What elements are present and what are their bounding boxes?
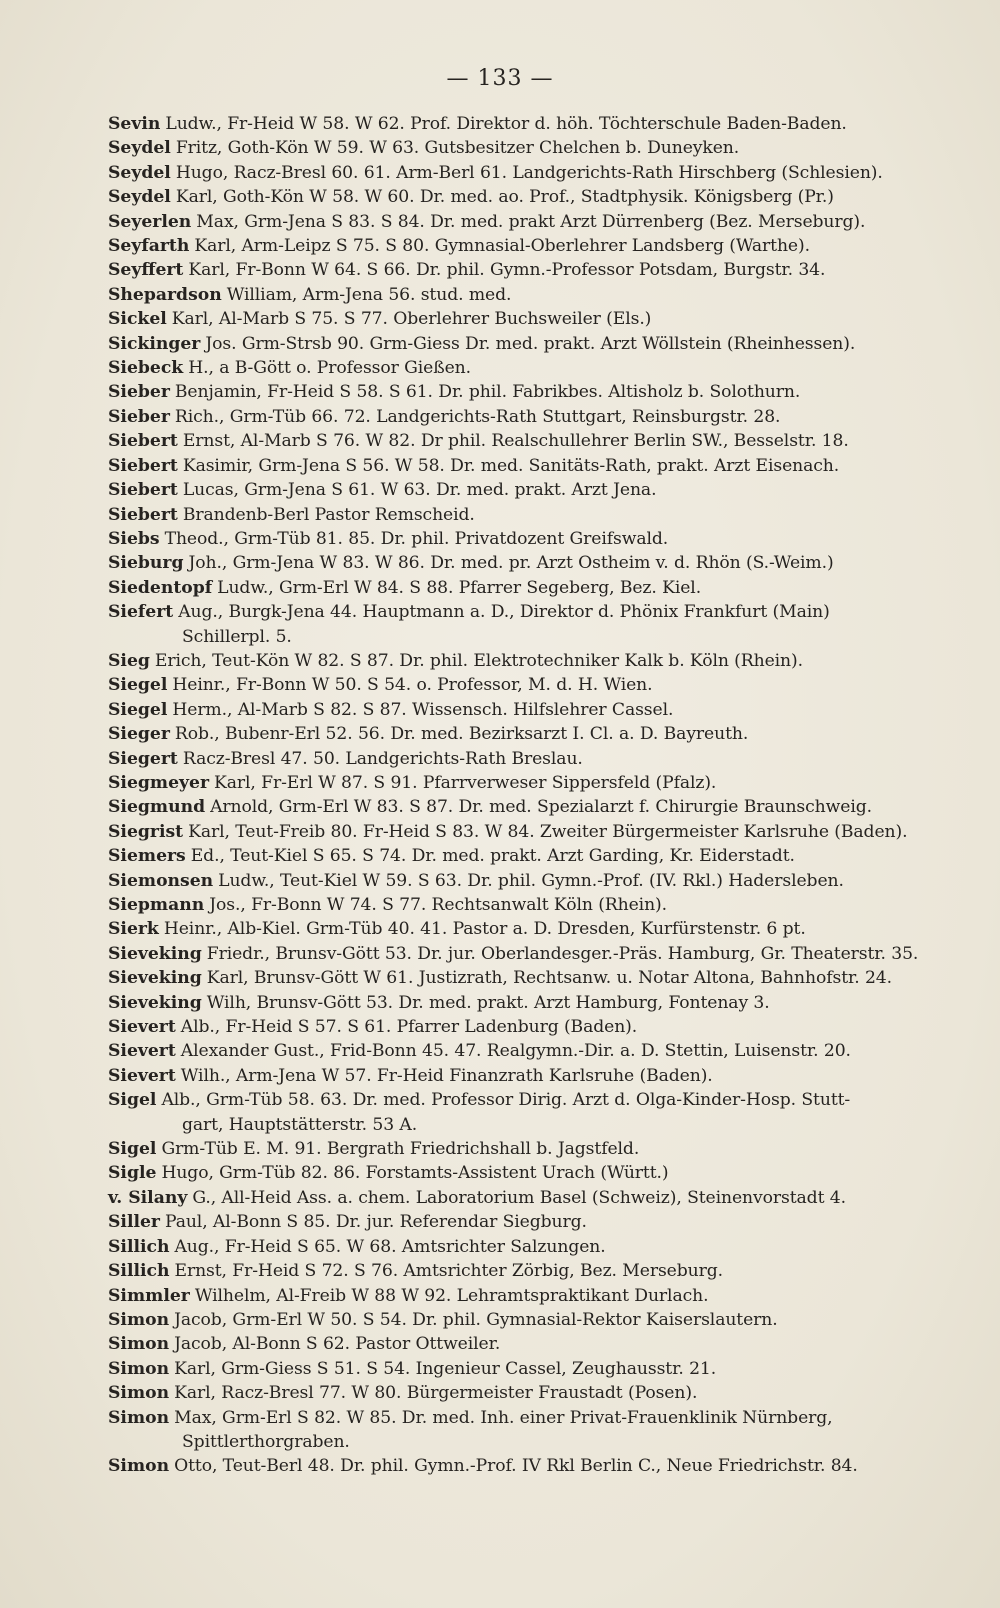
register-entry xyxy=(108,820,950,844)
register-entry xyxy=(108,1064,950,1088)
register-entry xyxy=(108,722,950,746)
entry-surname: Simmler xyxy=(108,1285,190,1306)
entry-text: Racz-Bresl 47. 50. Landgerichts-Rath Breslau. xyxy=(182,748,583,769)
entry-surname: Simon xyxy=(108,1383,170,1404)
entry-text: William, Arm-Jena 56. stud. med. xyxy=(226,284,512,305)
register-entry xyxy=(108,893,950,917)
register-entry xyxy=(108,1284,950,1308)
entry-surname: Siebert xyxy=(108,504,178,525)
entry-surname: Sieveking xyxy=(108,968,202,989)
page-number: — 133 — xyxy=(446,66,554,91)
entry-text: Benjamin, Fr-Heid S 58. S 61. Dr. phil. Fabrikbes. Altisholz b. Solothurn. xyxy=(174,382,801,403)
entry-text: Alb., Fr-Heid S 57. S 61. Pfarrer Ladenburg (Baden). xyxy=(180,1017,638,1038)
entry-surname: Siebert xyxy=(108,455,178,476)
register-entry-continuation xyxy=(108,625,950,649)
entry-text: Wilh, Brunsv-Gött 53. Dr. med. prakt. Arzt Hamburg, Fontenay 3. xyxy=(206,992,770,1013)
register-entry xyxy=(108,1137,950,1161)
register-entry xyxy=(108,112,950,136)
register-entry xyxy=(108,1235,950,1259)
entry-text: Jos., Fr-Bonn W 74. S 77. Rechtsanwalt Köln (Rhein). xyxy=(209,895,668,915)
register-entry xyxy=(108,1381,950,1405)
register-entry xyxy=(108,917,950,941)
entry-text: Karl, Al-Marb S 75. S 77. Oberlehrer Buchsweiler (Els.) xyxy=(171,309,652,330)
entry-text: Karl, Grm-Giess S 51. S 54. Ingenieur Cassel, Zeughausstr. 21. xyxy=(174,1358,717,1379)
register-entry xyxy=(108,454,950,478)
register-entry xyxy=(108,991,950,1015)
entry-text: Ed., Teut-Kiel S 65. S 74. Dr. med. prakt. Arzt Garding, Kr. Eiderstadt. xyxy=(190,846,795,867)
entry-surname: Seyffert xyxy=(108,260,184,281)
entry-text: Aug., Burgk-Jena 44. Hauptmann a. D., Direktor d. Phönix Frankfurt (Main) xyxy=(178,602,830,623)
entry-text: Jos. Grm-Strsb 90. Grm-Giess Dr. med. prakt. Arzt Wöllstein (Rheinhessen). xyxy=(205,333,856,354)
entry-surname: Simon xyxy=(108,1309,170,1330)
entry-text: Karl, Brunsv-Gött W 61. Justizrath, Rechtsanw. u. Notar Altona, Bahnhofstr. 24. xyxy=(206,968,892,989)
entry-surname: Sievert xyxy=(108,1065,176,1086)
entry-text: Ludw., Teut-Kiel W 59. S 63. Dr. phil. Gymn.-Prof. (IV. Rkl.) Hadersleben. xyxy=(218,870,844,891)
register-entries xyxy=(108,112,950,1479)
register-entry xyxy=(108,1406,950,1430)
register-entry-continuation xyxy=(108,1430,950,1454)
entry-text: Herm., Al-Marb S 82. S 87. Wissensch. Hilfslehrer Cassel. xyxy=(172,699,674,720)
entry-text: Ludw., Grm-Erl W 84. S 88. Pfarrer Segeberg, Bez. Kiel. xyxy=(217,577,702,598)
entry-surname: Sierk xyxy=(108,919,159,940)
register-entry xyxy=(108,1039,950,1063)
entry-text: Alb., Grm-Tüb 58. 63. Dr. med. Professor Dirig. Arzt d. Olga-Kinder-Hosp. Stutt- xyxy=(161,1090,851,1111)
entry-surname: Siefert xyxy=(108,602,174,623)
register-entry xyxy=(108,185,950,209)
register-entry xyxy=(108,1186,950,1210)
register-entry xyxy=(108,966,950,990)
register-entry xyxy=(108,942,950,966)
entry-text: Alexander Gust., Frid-Bonn 45. 47. Realgymn.-Dir. a. D. Stettin, Luisenstr. 20. xyxy=(180,1041,851,1062)
register-entry xyxy=(108,698,950,722)
entry-text: Grm-Tüb E. M. 91. Bergrath Friedrichshall b. Jagstfeld. xyxy=(161,1139,640,1160)
entry-surname: Siemonsen xyxy=(108,870,214,891)
register-entry xyxy=(108,1357,950,1381)
entry-surname: Siller xyxy=(108,1212,160,1233)
entry-surname: Sieveking xyxy=(108,992,202,1013)
entry-text: Friedr., Brunsv-Gött 53. Dr. jur. Oberlandesger.-Präs. Hamburg, Gr. Theaterstr. 35. xyxy=(206,943,919,964)
register-entry xyxy=(108,1210,950,1234)
register-entry xyxy=(108,332,950,356)
entry-surname: Simon xyxy=(108,1456,170,1477)
entry-text: Ernst, Fr-Heid S 72. S 76. Amtsrichter Zörbig, Bez. Merseburg. xyxy=(174,1261,723,1282)
entry-surname: Siemers xyxy=(108,846,186,867)
entry-surname: Siegert xyxy=(108,748,178,769)
entry-surname: Sieber xyxy=(108,382,170,403)
entry-surname: Sickel xyxy=(108,309,167,330)
entry-surname: Siegmund xyxy=(108,797,206,818)
entry-text: G., All-Heid Ass. a. chem. Laboratorium Basel (Schweiz), Steinenvorstadt 4. xyxy=(192,1187,846,1208)
entry-surname: Siegmeyer xyxy=(108,772,209,793)
entry-text: Lucas, Grm-Jena S 61. W 63. Dr. med. prakt. Arzt Jena. xyxy=(182,480,657,501)
entry-text: Karl, Arm-Leipz S 75. S 80. Gymnasial-Oberlehrer Landsberg (Warthe). xyxy=(194,236,810,257)
entry-text: Karl, Teut-Freib 80. Fr-Heid S 83. W 84. Zweiter Bürgermeister Karlsruhe (Baden). xyxy=(188,821,908,842)
entry-text: Spittlerthorgraben. xyxy=(182,1431,350,1452)
register-entry xyxy=(108,551,950,575)
entry-surname: Simon xyxy=(108,1407,170,1428)
entry-surname: Sievert xyxy=(108,1041,176,1062)
register-entry xyxy=(108,600,950,624)
register-entry xyxy=(108,234,950,258)
register-entry xyxy=(108,161,950,185)
entry-surname: Sieburg xyxy=(108,553,184,574)
register-entry xyxy=(108,795,950,819)
register-entry xyxy=(108,429,950,453)
register-entry xyxy=(108,844,950,868)
register-entry xyxy=(108,1308,950,1332)
entry-surname: Sievert xyxy=(108,1017,176,1038)
entry-text: gart, Hauptstätterstr. 53 A. xyxy=(182,1114,418,1135)
register-entry xyxy=(108,527,950,551)
register-entry xyxy=(108,307,950,331)
entry-text: Heinr., Alb-Kiel. Grm-Tüb 40. 41. Pastor a. D. Dresden, Kurfürstenstr. 6 pt. xyxy=(163,919,806,940)
entry-surname: Siedentopf xyxy=(108,577,213,598)
entry-surname: Sigle xyxy=(108,1163,157,1184)
entry-text: Brandenb-Berl Pastor Remscheid. xyxy=(182,504,475,525)
register-entry xyxy=(108,380,950,404)
entry-surname: Simon xyxy=(108,1334,170,1355)
register-entry xyxy=(108,258,950,282)
entry-text: Kasimir, Grm-Jena S 56. W 58. Dr. med. Sanitäts-Rath, prakt. Arzt Eisenach. xyxy=(182,455,840,476)
entry-surname: Shepardson xyxy=(108,284,222,305)
entry-text: Ernst, Al-Marb S 76. W 82. Dr phil. Realschullehrer Berlin SW., Besselstr. 18. xyxy=(182,431,849,452)
register-entry xyxy=(108,405,950,429)
entry-text: Jacob, Grm-Erl W 50. S 54. Dr. phil. Gymnasial-Rektor Kaiserslautern. xyxy=(174,1309,778,1330)
entry-surname: Sieger xyxy=(108,724,170,745)
register-entry-continuation xyxy=(108,1113,950,1137)
entry-surname: Sieg xyxy=(108,650,150,671)
entry-text: Rob., Bubenr-Erl 52. 56. Dr. med. Bezirksarzt I. Cl. a. D. Bayreuth. xyxy=(174,724,749,745)
entry-surname: Siegel xyxy=(108,699,168,720)
entry-text: Jacob, Al-Bonn S 62. Pastor Ottweiler. xyxy=(174,1334,501,1355)
register-entry xyxy=(108,1088,950,1112)
entry-text: Wilh., Arm-Jena W 57. Fr-Heid Finanzrath Karlsruhe (Baden). xyxy=(180,1065,713,1086)
entry-surname: Seydel xyxy=(108,138,171,159)
register-entry xyxy=(108,649,950,673)
entry-text: Otto, Teut-Berl 48. Dr. phil. Gymn.-Prof. IV Rkl Berlin C., Neue Friedrichstr. 84. xyxy=(174,1456,858,1477)
entry-text: Karl, Racz-Bresl 77. W 80. Bürgermeister Fraustadt (Posen). xyxy=(174,1383,698,1404)
entry-surname: Sillich xyxy=(108,1261,170,1282)
entry-surname: Sickinger xyxy=(108,333,201,354)
entry-surname: Siebert xyxy=(108,431,178,452)
entry-surname: Siebert xyxy=(108,480,178,501)
entry-text: Max, Grm-Erl S 82. W 85. Dr. med. Inh. einer Privat-Frauenklinik Nürnberg, xyxy=(174,1407,833,1428)
register-entry xyxy=(108,356,950,380)
entry-surname: Seyfarth xyxy=(108,236,190,257)
entry-surname: Siegrist xyxy=(108,821,184,842)
entry-text: Hugo, Racz-Bresl 60. 61. Arm-Berl 61. Landgerichts-Rath Hirschberg (Schlesien). xyxy=(175,162,883,183)
entry-surname: Siebs xyxy=(108,528,160,549)
entry-surname: Simon xyxy=(108,1358,170,1379)
entry-text: Karl, Fr-Bonn W 64. S 66. Dr. phil. Gymn.-Professor Potsdam, Burgstr. 34. xyxy=(188,260,826,281)
register-entry xyxy=(108,673,950,697)
entry-text: Rich., Grm-Tüb 66. 72. Landgerichts-Rath Stuttgart, Reinsburgstr. 28. xyxy=(174,406,781,427)
entry-surname: Sillich xyxy=(108,1236,170,1257)
entry-surname: Sieber xyxy=(108,406,170,427)
register-entry xyxy=(108,869,950,893)
entry-text: Joh., Grm-Jena W 83. W 86. Dr. med. pr. Arzt Ostheim v. d. Rhön (S.-Weim.) xyxy=(188,553,834,574)
entry-surname: Sevin xyxy=(108,114,161,134)
entry-text: Fritz, Goth-Kön W 59. W 63. Gutsbesitzer Chelchen b. Duneyken. xyxy=(175,138,740,159)
entry-text: Erich, Teut-Kön W 82. S 87. Dr. phil. Elektrotechniker Kalk b. Köln (Rhein). xyxy=(154,650,803,671)
entry-text: Heinr., Fr-Bonn W 50. S 54. o. Professor, M. d. H. Wien. xyxy=(172,675,653,696)
entry-text: Max, Grm-Jena S 83. S 84. Dr. med. prakt Arzt Dürrenberg (Bez. Merseburg). xyxy=(196,211,866,232)
entry-text: H., a B-Gött o. Professor Gießen. xyxy=(188,358,472,379)
register-entry xyxy=(108,503,950,527)
entry-text: Karl, Fr-Erl W 87. S 91. Pfarrverweser Sippersfeld (Pfalz). xyxy=(214,772,717,793)
entry-text: Wilhelm, Al-Freib W 88 W 92. Lehramtspraktikant Durlach. xyxy=(194,1285,709,1306)
register-entry xyxy=(108,136,950,160)
entry-text: Karl, Goth-Kön W 58. W 60. Dr. med. ao. Prof., Stadtphysik. Königsberg (Pr.) xyxy=(175,187,834,208)
register-entry xyxy=(108,747,950,771)
register-entry xyxy=(108,1259,950,1283)
entry-surname: Seydel xyxy=(108,162,171,183)
entry-surname: Seydel xyxy=(108,187,171,208)
entry-surname: Seyerlen xyxy=(108,211,192,232)
entry-surname: Siegel xyxy=(108,675,168,696)
register-entry xyxy=(108,771,950,795)
register-entry xyxy=(108,283,950,307)
register-entry xyxy=(108,1015,950,1039)
register-entry xyxy=(108,1454,950,1478)
entry-text: Aug., Fr-Heid S 65. W 68. Amtsrichter Salzungen. xyxy=(174,1236,606,1257)
entry-text: Arnold, Grm-Erl W 83. S 87. Dr. med. Spezialarzt f. Chirurgie Braunschweig. xyxy=(210,797,872,818)
entry-text: Schillerpl. 5. xyxy=(182,626,292,647)
entry-surname: Sigel xyxy=(108,1139,157,1160)
entry-text: Theod., Grm-Tüb 81. 85. Dr. phil. Privatdozent Greifswald. xyxy=(164,528,669,549)
register-entry xyxy=(108,478,950,502)
entry-surname: v. Silany xyxy=(108,1187,188,1208)
entry-surname: Sigel xyxy=(108,1090,157,1111)
register-entry xyxy=(108,1161,950,1185)
entry-text: Ludw., Fr-Heid W 58. W 62. Prof. Direktor d. höh. Töchterschule Baden-Baden. xyxy=(165,114,847,134)
register-entry xyxy=(108,576,950,600)
entry-text: Paul, Al-Bonn S 85. Dr. jur. Referendar Siegburg. xyxy=(165,1212,587,1233)
entry-surname: Sieveking xyxy=(108,943,202,964)
entry-text: Hugo, Grm-Tüb 82. 86. Forstamts-Assistent Urach (Württ.) xyxy=(161,1163,669,1184)
register-entry xyxy=(108,210,950,234)
register-entry xyxy=(108,1332,950,1356)
entry-surname: Siebeck xyxy=(108,358,184,379)
entry-surname: Siepmann xyxy=(108,895,205,915)
